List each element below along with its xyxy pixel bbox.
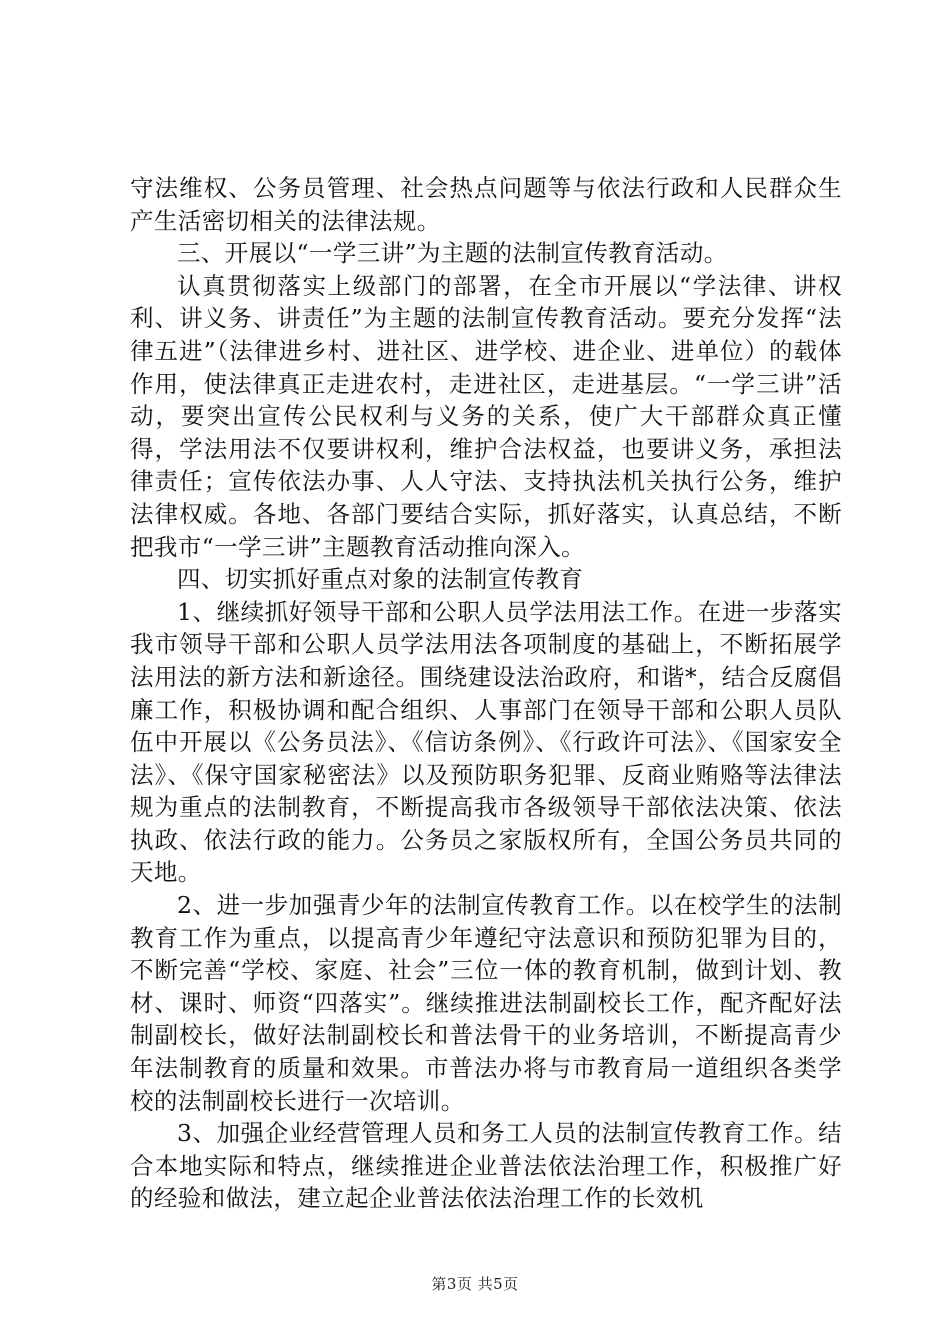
paragraph-7: 3、加强企业经营管理人员和务工人员的法制宣传教育工作。结合本地实际和特点，继续推进企业普法依法治理工作，积极推广好的经验和做法，建立起企业普法依法治理工作的长效机 xyxy=(130,1119,842,1213)
document-body xyxy=(130,172,842,1215)
paragraph-2-heading: 三、开展以“一学三讲”为主题的法制宣传教育活动。 xyxy=(177,239,728,268)
paragraph-1: 守法维权、公务员管理、社会热点问题等与依法行政和人民群众生产生活密切相关的法律法规。 xyxy=(130,174,842,235)
paragraph-5: 1、继续抓好领导干部和公职人员学法用法工作。在进一步落实我市领导干部和公职人员学法用法各项制度的基础上，不断拓展学法用法的新方法和新途径。围绕建设法治政府，和谐*，结合反腐倡廉工作，积极协调和配合组织、人事部门在领导干部和公职人员队伍中开展以《公务员法》、《信访条例》、《行政许可法》、《国家安全法》、《保守国家秘密法》以及预防职务犯罪、反商业贿赂等法律法规为重点的法制教育，不断提高我市各级领导干部依法决策、依法执政、依法行政的能力。公务员之家版权所有，全国公务员共同的天地。 xyxy=(130,597,842,887)
page-footer: 第3页 共5页 xyxy=(431,1275,519,1293)
paragraph-6: 2、进一步加强青少年的法制宣传教育工作。以在校学生的法制教育工作为重点，以提高青少年遵纪守法意识和预防犯罪为目的，不断完善“学校、家庭、社会”三位一体的教育机制，做到计划、教材、课时、师资“四落实”。继续推进法制副校长工作，配齐配好法制副校长，做好法制副校长和普法骨干的业务培训，不断提高青少年法制教育的质量和效果。市普法办将与市教育局一道组织各类学校的法制副校长进行一次培训。 xyxy=(130,891,842,1115)
paragraph-4-heading: 四、切实抓好重点对象的法制宣传教育 xyxy=(177,565,584,594)
paragraph-3: 认真贯彻落实上级部门的部署，在全市开展以“学法律、讲权利、讲义务、讲责任”为主题的法制宣传教育活动。要充分发挥“法律五进”（法律进乡村、进社区、进学校、进企业、进单位）的载体作用，使法律真正走进农村，走进社区，走进基层。“一学三讲”活动，要突出宣传公民权利与义务的关系，使广大干部群众真正懂得，学法用法不仅要讲权利，维护合法权益，也要讲义务，承担法律责任；宣传依法办事、人人守法、支持执法机关执行公务，维护法律权威。各地、各部门要结合实际，抓好落实，认真总结，不断把我市“一学三讲”主题教育活动推向深入。 xyxy=(130,271,842,561)
